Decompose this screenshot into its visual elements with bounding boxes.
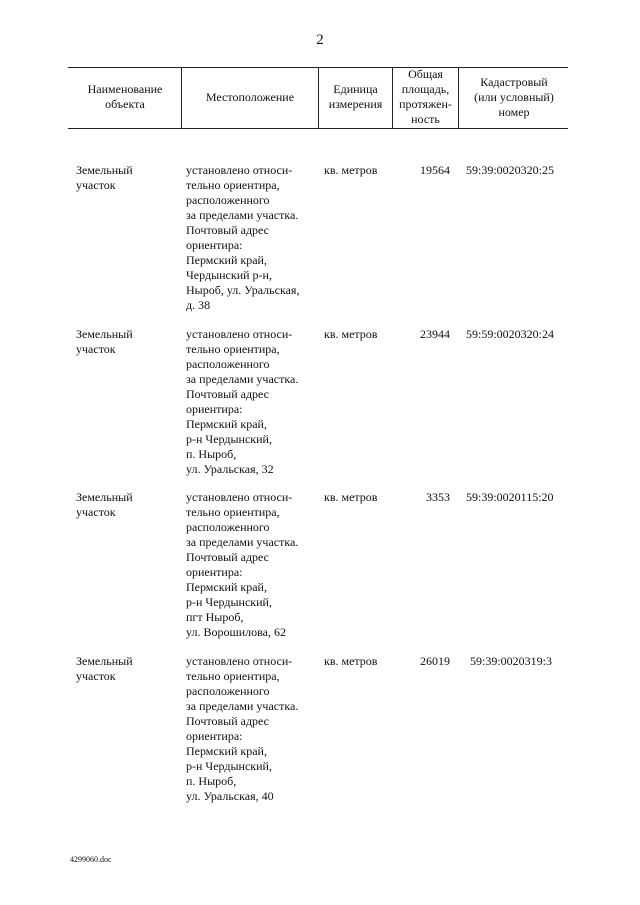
table-row-cadastral: 59:59:0020320:24 <box>466 327 555 341</box>
header-area: Общая площадь, протяжен- ность <box>399 67 452 126</box>
table-row-area: 26019 <box>420 654 450 668</box>
table-row-cadastral: 59:39:0020115:20 <box>466 490 554 504</box>
header-unit: Единица измерения <box>328 82 383 111</box>
table-row-cadastral: 59:39:0020319:3 <box>470 654 553 668</box>
footer-filename: 4299060.doc <box>70 855 112 864</box>
table-row-unit: кв. метров <box>324 654 378 668</box>
table-row-unit: кв. метров <box>324 163 378 177</box>
table-row-cadastral: 59:39:0020320:25 <box>466 163 555 177</box>
table-header-bottom-rule <box>68 128 568 129</box>
table-row-name: Земельный участок <box>76 163 133 192</box>
header-location: Местоположение <box>205 90 295 104</box>
header-cadastral: Кадастровый (или условный) номер <box>474 75 554 119</box>
table-row-location: установлено относи- тельно ориентира, расположенного за пределами участка. Почтовый адрес ориентира: Пермский край, р-н Чердынский, п. Ныроб, ул. Уральская, 32 <box>186 327 299 476</box>
table-row-name: Земельный участок <box>76 490 133 519</box>
table-row-location: установлено относи- тельно ориентира, расположенного за пределами участка. Почтовый адрес ориентира: Пермский край, р-н Чердынский, п. Ныроб, ул. Уральская, 40 <box>186 654 299 803</box>
table-row-area: 3353 <box>426 490 450 504</box>
table-row-unit: кв. метров <box>324 490 378 504</box>
header-name: Наименование объекта <box>87 82 163 111</box>
table-row-area: 19564 <box>420 163 450 177</box>
table-row-location: установлено относи- тельно ориентира, расположенного за пределами участка. Почтовый адрес ориентира: Пермский край, Чердынский р-н, Ныроб, ул. Уральская, д. 38 <box>186 163 300 312</box>
page-number: 2 <box>316 32 324 48</box>
table-row-name: Земельный участок <box>76 654 133 683</box>
table-row-unit: кв. метров <box>324 327 378 341</box>
table-row-area: 23944 <box>420 327 450 341</box>
table-row-name: Земельный участок <box>76 327 133 356</box>
table-row-location: установлено относи- тельно ориентира, расположенного за пределами участка. Почтовый адрес ориентира: Пермский край, р-н Чердынский, пгт Ныроб, ул. Ворошилова, 62 <box>186 490 299 639</box>
